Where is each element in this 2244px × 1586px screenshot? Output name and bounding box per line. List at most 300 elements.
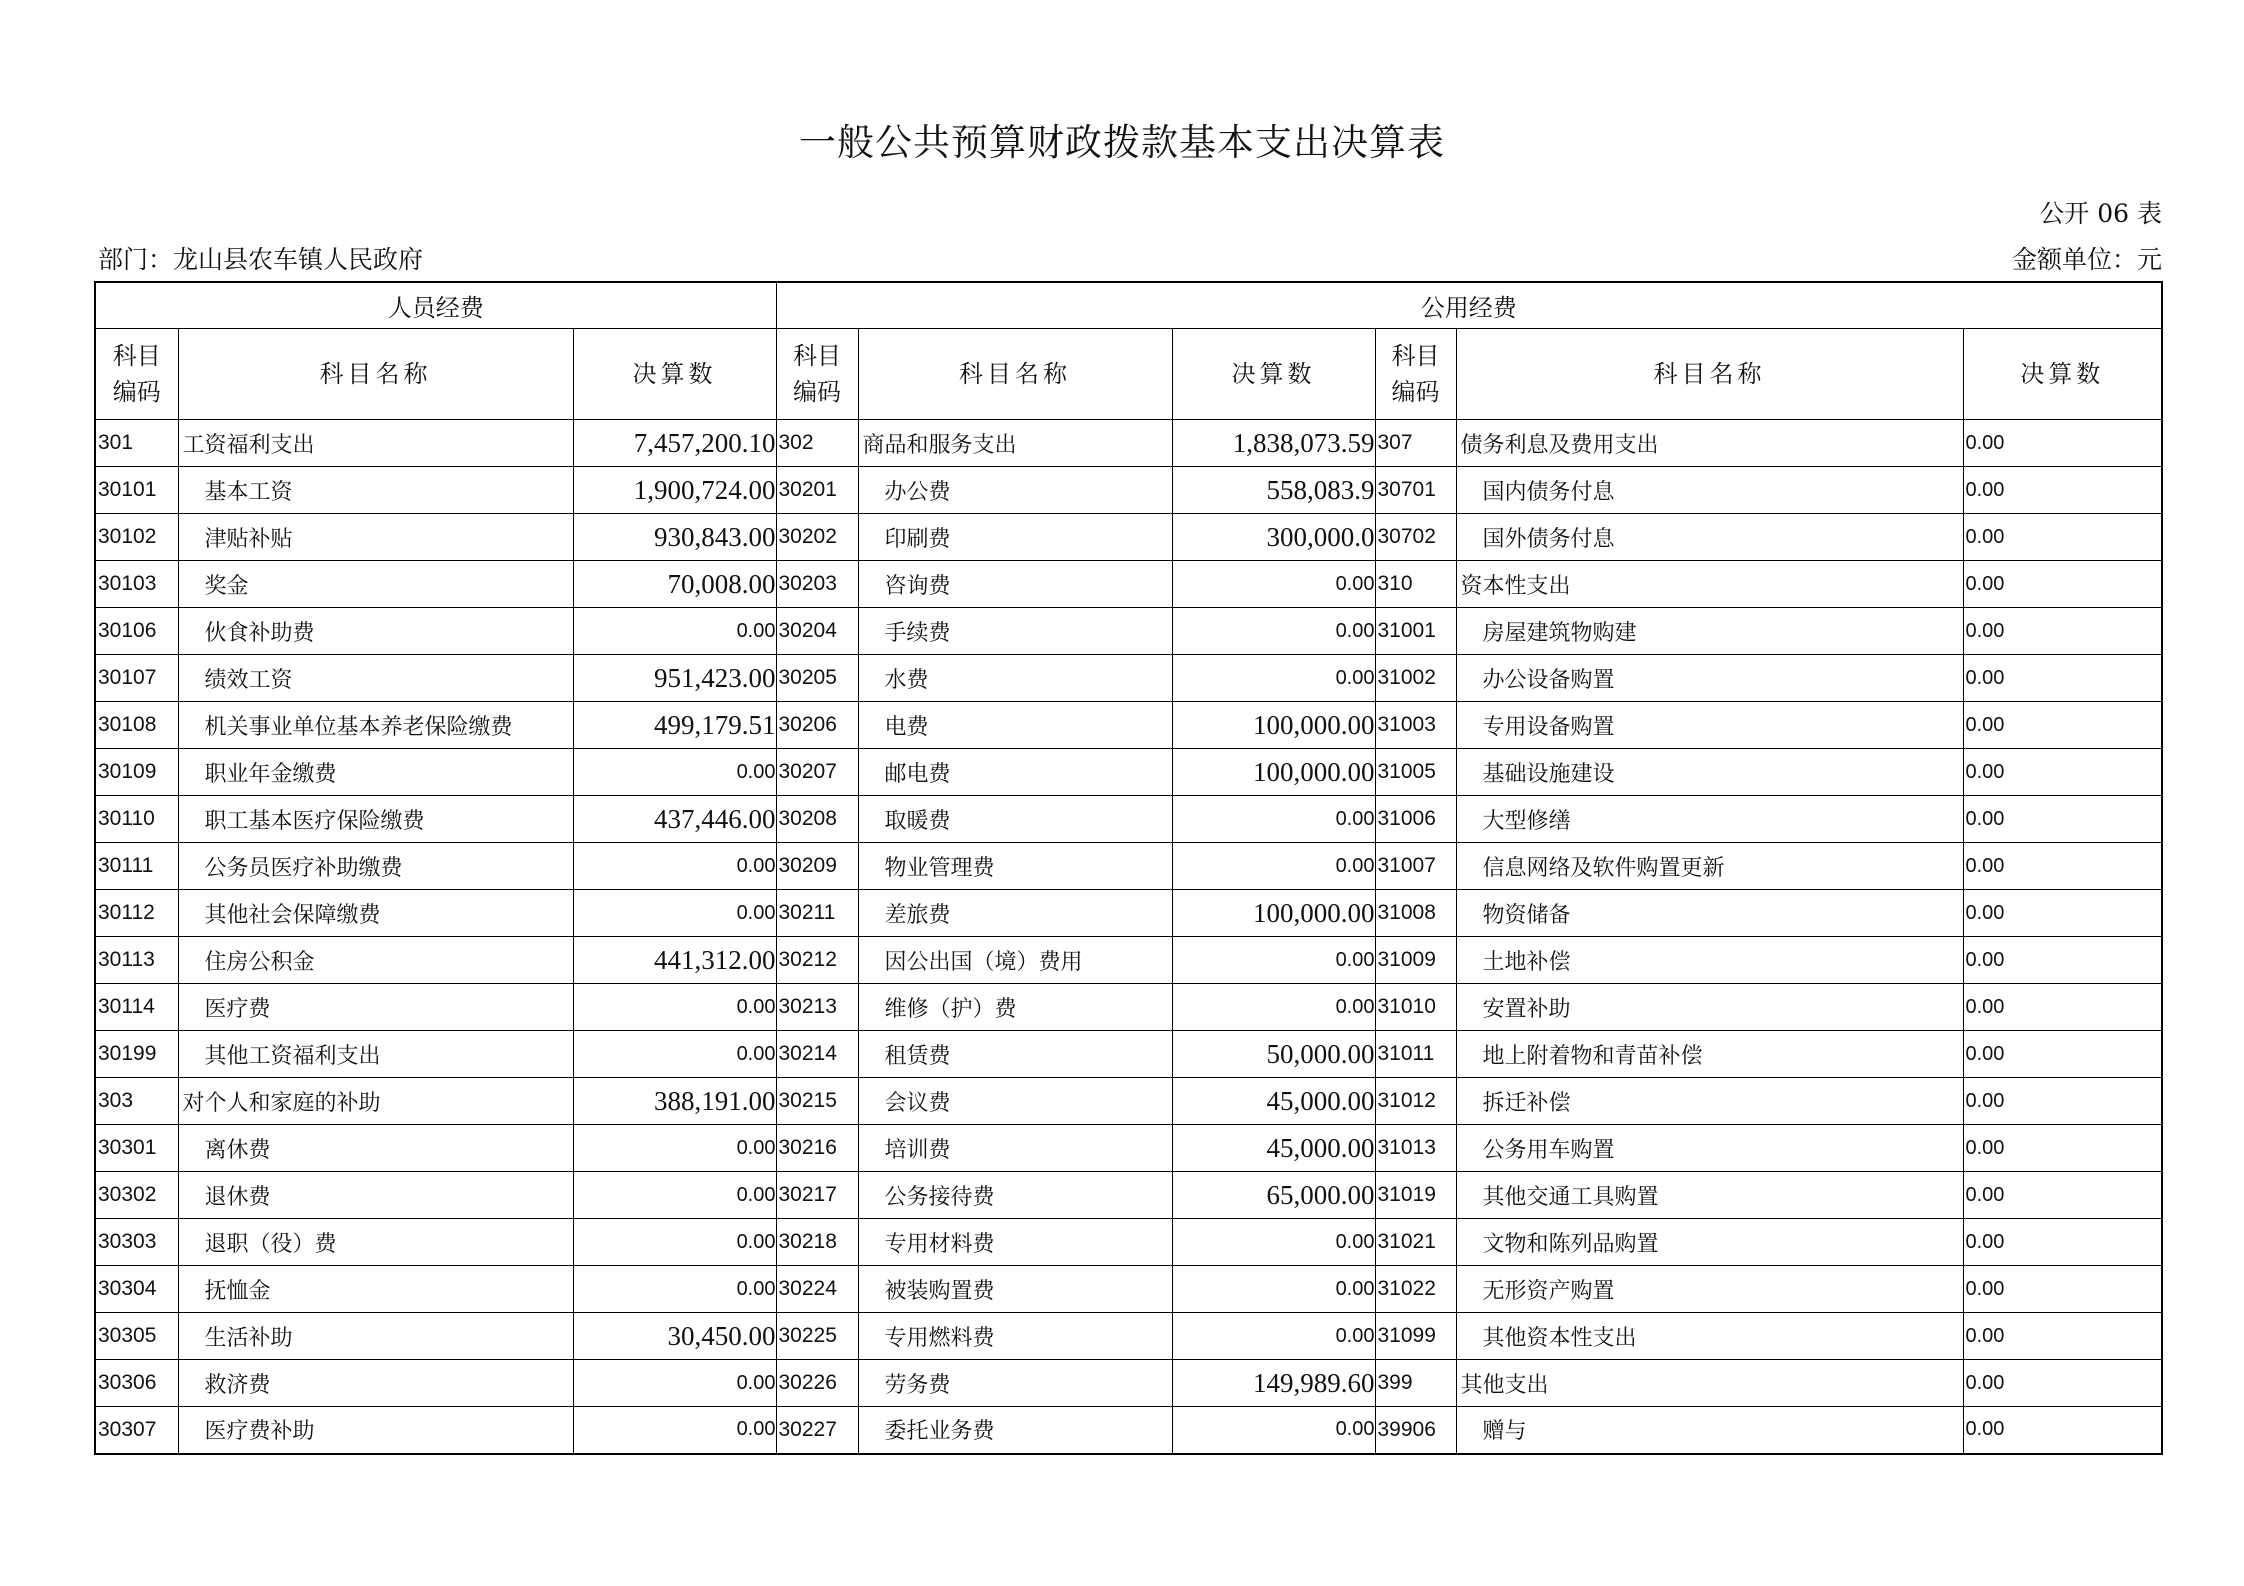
amount-cell-text: 0.00 — [1335, 572, 1375, 595]
amount-cell-text: 0.00 — [736, 619, 776, 642]
name-cell-text: 专用材料费 — [884, 1231, 995, 1257]
header-code: 科目 编码 — [1375, 329, 1456, 420]
amount-cell — [1172, 890, 1375, 937]
amount-cell-text: 0.00 — [1965, 901, 2005, 924]
name-cell-text: 土地补偿 — [1482, 949, 1571, 975]
amount-cell — [573, 1313, 776, 1360]
code-cell-text: 30212 — [778, 948, 837, 971]
name-cell — [178, 561, 573, 608]
code-cell-text: 31007 — [1377, 854, 1436, 877]
amount-cell — [1963, 514, 2162, 561]
code-cell-text: 31010 — [1377, 995, 1436, 1018]
amount-cell-text: 0.00 — [736, 760, 776, 783]
amount-cell-text: 0.00 — [1965, 1371, 2005, 1394]
name-cell-text: 国外债务付息 — [1482, 526, 1615, 552]
code-cell — [95, 1360, 178, 1407]
name-cell — [178, 655, 573, 702]
amount-cell — [1172, 1172, 1375, 1219]
amount-cell — [1963, 1125, 2162, 1172]
code-cell — [776, 749, 858, 796]
name-cell-text: 职工基本医疗保险缴费 — [204, 808, 425, 834]
code-cell-text: 30305 — [98, 1324, 157, 1347]
name-cell-text: 公务员医疗补助缴费 — [204, 855, 403, 881]
header-name: 科目名称 — [1456, 329, 1963, 420]
code-cell-text: 31003 — [1377, 713, 1436, 736]
name-cell-text: 差旅费 — [884, 902, 951, 928]
code-cell-text: 303 — [98, 1089, 134, 1112]
table-row — [95, 843, 2162, 890]
code-cell — [95, 796, 178, 843]
amount-cell — [573, 1078, 776, 1125]
amount-cell — [1963, 1266, 2162, 1313]
table-row — [95, 1313, 2162, 1360]
amount-cell — [1963, 1031, 2162, 1078]
code-cell — [776, 514, 858, 561]
name-cell — [858, 749, 1172, 796]
amount-cell-text: 0.00 — [1335, 948, 1375, 971]
name-cell — [1456, 937, 1963, 984]
amount-cell-text: 100,000.00 — [1253, 756, 1375, 787]
code-cell — [776, 702, 858, 749]
code-cell-text: 31011 — [1377, 1042, 1435, 1065]
amount-cell — [1172, 1313, 1375, 1360]
code-cell — [95, 937, 178, 984]
table-row — [95, 1031, 2162, 1078]
code-cell — [95, 514, 178, 561]
amount-cell — [1172, 937, 1375, 984]
code-cell — [776, 420, 858, 467]
code-cell — [776, 890, 858, 937]
amount-cell-text: 70,008.00 — [667, 568, 776, 599]
amount-cell — [1963, 984, 2162, 1031]
amount-cell — [1172, 467, 1375, 514]
code-cell — [776, 843, 858, 890]
code-cell-text: 30112 — [98, 901, 155, 924]
code-cell-text: 30202 — [778, 525, 837, 548]
group-header-public: 公用经费 — [776, 282, 2162, 329]
name-cell-text: 职业年金缴费 — [204, 761, 337, 787]
code-cell — [95, 1031, 178, 1078]
amount-cell — [1963, 937, 2162, 984]
name-cell — [858, 843, 1172, 890]
amount-cell — [573, 1360, 776, 1407]
amount-cell-text: 0.00 — [736, 1183, 776, 1206]
name-cell — [1456, 467, 1963, 514]
header-amount: 决算数 — [1963, 329, 2162, 420]
name-cell-text: 拆迁补偿 — [1482, 1090, 1571, 1116]
table-row — [95, 1360, 2162, 1407]
name-cell-text: 咨询费 — [884, 573, 951, 599]
name-cell-text: 退休费 — [204, 1184, 271, 1210]
name-cell-text: 无形资产购置 — [1482, 1278, 1615, 1304]
name-cell-text: 印刷费 — [884, 526, 951, 552]
code-cell-text: 30108 — [98, 713, 157, 736]
name-cell — [858, 1031, 1172, 1078]
code-cell-text: 399 — [1377, 1371, 1413, 1394]
amount-cell — [1172, 1360, 1375, 1407]
code-cell-text: 30226 — [778, 1371, 837, 1394]
code-cell-text: 31009 — [1377, 948, 1436, 971]
code-cell-text: 31013 — [1377, 1136, 1436, 1159]
code-cell — [776, 1031, 858, 1078]
code-cell-text: 30302 — [98, 1183, 157, 1206]
code-cell-text: 30301 — [98, 1136, 157, 1159]
amount-cell-text: 0.00 — [1965, 619, 2005, 642]
name-cell — [178, 1407, 573, 1454]
code-cell-text: 30213 — [778, 995, 837, 1018]
department-label: 部门：龙山县农车镇人民政府 — [98, 245, 424, 274]
code-cell-text: 30306 — [98, 1371, 157, 1394]
name-cell — [178, 1313, 573, 1360]
amount-cell-text: 45,000.00 — [1266, 1085, 1375, 1116]
code-cell-text: 31001 — [1377, 619, 1436, 642]
name-cell-text: 其他支出 — [1460, 1372, 1549, 1398]
name-cell — [1456, 749, 1963, 796]
code-cell — [95, 655, 178, 702]
header-amount: 决算数 — [573, 329, 776, 420]
amount-cell-text: 0.00 — [736, 854, 776, 877]
amount-cell — [1963, 749, 2162, 796]
code-cell-text: 307 — [1377, 431, 1413, 454]
amount-cell — [1172, 514, 1375, 561]
amount-cell — [573, 655, 776, 702]
name-cell — [1456, 514, 1963, 561]
name-cell — [1456, 1172, 1963, 1219]
name-cell-text: 抚恤金 — [204, 1278, 271, 1304]
amount-cell — [1963, 796, 2162, 843]
code-cell-text: 30113 — [98, 948, 155, 971]
amount-cell — [1172, 749, 1375, 796]
name-cell — [858, 1078, 1172, 1125]
name-cell — [178, 1031, 573, 1078]
name-cell — [858, 796, 1172, 843]
amount-cell-text: 388,191.00 — [654, 1085, 776, 1116]
name-cell — [178, 890, 573, 937]
table-row — [95, 420, 2162, 467]
name-cell — [1456, 420, 1963, 467]
code-cell — [1375, 1266, 1456, 1313]
name-cell-text: 电费 — [884, 714, 929, 740]
name-cell-text: 水费 — [884, 667, 929, 693]
amount-cell-text: 0.00 — [1965, 525, 2005, 548]
code-cell — [1375, 937, 1456, 984]
table-row — [95, 749, 2162, 796]
code-cell — [776, 1172, 858, 1219]
code-cell-text: 30206 — [778, 713, 837, 736]
code-cell — [1375, 702, 1456, 749]
code-cell — [95, 467, 178, 514]
amount-cell-text: 0.00 — [736, 1042, 776, 1065]
amount-cell-text: 0.00 — [1335, 1324, 1375, 1347]
code-cell — [1375, 514, 1456, 561]
code-cell — [95, 749, 178, 796]
name-cell — [178, 937, 573, 984]
code-cell-text: 31012 — [1377, 1089, 1436, 1112]
code-cell — [1375, 1407, 1456, 1454]
code-cell-text: 30303 — [98, 1230, 157, 1253]
code-cell — [1375, 608, 1456, 655]
amount-cell-text: 0.00 — [1965, 431, 2005, 454]
name-cell-text: 医疗费补助 — [204, 1419, 315, 1445]
amount-cell-text: 0.00 — [1965, 1183, 2005, 1206]
amount-cell-text: 0.00 — [1965, 760, 2005, 783]
amount-cell-text: 0.00 — [736, 1277, 776, 1300]
code-cell-text: 39906 — [1377, 1417, 1436, 1441]
amount-unit-label: 金额单位：元 — [2011, 245, 2162, 274]
code-cell-text: 30307 — [98, 1417, 157, 1441]
amount-cell — [1963, 467, 2162, 514]
code-cell — [95, 1219, 178, 1266]
table-row — [95, 1266, 2162, 1313]
amount-cell-text: 0.00 — [1965, 713, 2005, 736]
name-cell-text: 机关事业单位基本养老保险缴费 — [204, 714, 513, 740]
name-cell — [178, 1219, 573, 1266]
amount-cell-text: 441,312.00 — [654, 944, 776, 975]
name-cell — [178, 796, 573, 843]
code-cell-text: 30114 — [98, 995, 155, 1018]
table-row — [95, 1172, 2162, 1219]
amount-cell-text: 0.00 — [1335, 854, 1375, 877]
name-cell — [1456, 1078, 1963, 1125]
name-cell-text: 被装购置费 — [884, 1278, 995, 1304]
code-cell — [1375, 984, 1456, 1031]
code-cell-text: 30209 — [778, 854, 837, 877]
name-cell-text: 专用燃料费 — [884, 1325, 995, 1351]
amount-cell-text: 300,000.0 — [1266, 521, 1375, 552]
amount-cell — [1172, 1266, 1375, 1313]
name-cell — [178, 1360, 573, 1407]
code-cell-text: 30224 — [778, 1277, 837, 1300]
name-cell — [1456, 1266, 1963, 1313]
header-code: 科目 编码 — [776, 329, 858, 420]
name-cell — [1456, 843, 1963, 890]
amount-cell — [1172, 1407, 1375, 1454]
code-cell — [1375, 1219, 1456, 1266]
code-cell-text: 310 — [1377, 572, 1413, 595]
name-cell-text: 其他交通工具购置 — [1482, 1184, 1659, 1210]
name-cell-text: 商品和服务支出 — [862, 432, 1017, 458]
name-cell — [858, 655, 1172, 702]
name-cell-text: 对个人和家庭的补助 — [182, 1090, 381, 1116]
code-cell-text: 30304 — [98, 1277, 157, 1300]
code-cell-text: 30106 — [98, 619, 157, 642]
name-cell — [178, 1078, 573, 1125]
name-cell — [1456, 702, 1963, 749]
amount-cell-text: 0.00 — [736, 1136, 776, 1159]
name-cell-text: 医疗费 — [204, 996, 271, 1022]
amount-cell-text: 65,000.00 — [1266, 1179, 1375, 1210]
name-cell-text: 住房公积金 — [204, 949, 315, 975]
amount-cell — [1172, 702, 1375, 749]
name-cell-text: 办公费 — [884, 479, 951, 505]
name-cell — [178, 1172, 573, 1219]
amount-cell — [573, 1125, 776, 1172]
amount-cell-text: 0.00 — [1965, 1042, 2005, 1065]
name-cell-text: 退职（役）费 — [204, 1231, 337, 1257]
code-cell — [776, 1313, 858, 1360]
code-cell — [776, 1078, 858, 1125]
name-cell-text: 债务利息及费用支出 — [1460, 432, 1659, 458]
name-cell — [178, 514, 573, 561]
code-cell — [776, 467, 858, 514]
name-cell — [858, 514, 1172, 561]
table-row — [95, 984, 2162, 1031]
name-cell-text: 维修（护）费 — [884, 996, 1017, 1022]
name-cell — [858, 1219, 1172, 1266]
amount-cell-text: 0.00 — [736, 1371, 776, 1394]
code-cell — [1375, 420, 1456, 467]
name-cell-text: 其他工资福利支出 — [204, 1043, 381, 1069]
amount-cell-text: 100,000.00 — [1253, 709, 1375, 740]
name-cell-text: 津贴补贴 — [204, 526, 293, 552]
code-cell-text: 31099 — [1377, 1324, 1436, 1347]
code-cell — [1375, 1360, 1456, 1407]
name-cell — [178, 984, 573, 1031]
name-cell — [858, 1407, 1172, 1454]
amount-cell-text: 0.00 — [1335, 1230, 1375, 1253]
code-cell-text: 30107 — [98, 666, 157, 689]
table-row — [95, 561, 2162, 608]
name-cell-text: 地上附着物和青苗补偿 — [1482, 1043, 1703, 1069]
header-amount: 决算数 — [1172, 329, 1375, 420]
code-cell — [95, 984, 178, 1031]
amount-cell — [1172, 608, 1375, 655]
amount-cell-text: 0.00 — [1965, 807, 2005, 830]
name-cell — [858, 420, 1172, 467]
name-cell-text: 委托业务费 — [884, 1419, 995, 1445]
name-cell-text: 生活补助 — [204, 1325, 293, 1351]
amount-cell — [1963, 1360, 2162, 1407]
amount-cell-text: 951,423.00 — [654, 662, 776, 693]
name-cell-text: 赠与 — [1482, 1419, 1527, 1445]
amount-cell — [1172, 655, 1375, 702]
amount-cell-text: 100,000.00 — [1253, 897, 1375, 928]
amount-cell-text: 45,000.00 — [1266, 1132, 1375, 1163]
name-cell — [858, 467, 1172, 514]
amount-cell-text: 0.00 — [1965, 1277, 2005, 1300]
form-number: 公开 06 表 — [2039, 199, 2162, 228]
code-cell — [95, 1266, 178, 1313]
amount-cell-text: 30,450.00 — [667, 1320, 776, 1351]
amount-cell — [1963, 1172, 2162, 1219]
code-cell — [95, 420, 178, 467]
name-cell-text: 手续费 — [884, 620, 951, 646]
amount-cell — [573, 937, 776, 984]
amount-cell-text: 1,838,073.59 — [1232, 427, 1375, 458]
code-cell-text: 31021 — [1377, 1230, 1436, 1253]
table-row — [95, 655, 2162, 702]
name-cell-text: 文物和陈列品购置 — [1482, 1231, 1659, 1257]
name-cell — [858, 890, 1172, 937]
table-row — [95, 608, 2162, 655]
header-code: 科目 编码 — [95, 329, 178, 420]
name-cell-text: 物资储备 — [1482, 902, 1571, 928]
name-cell — [858, 984, 1172, 1031]
code-cell — [1375, 749, 1456, 796]
code-cell — [776, 1219, 858, 1266]
code-cell-text: 30227 — [778, 1417, 837, 1441]
amount-cell — [1172, 1031, 1375, 1078]
amount-cell — [573, 843, 776, 890]
name-cell-text: 因公出国（境）费用 — [884, 949, 1083, 975]
name-cell-text: 取暖费 — [884, 808, 951, 834]
amount-cell-text: 930,843.00 — [654, 521, 776, 552]
name-cell — [1456, 1031, 1963, 1078]
table-row — [95, 796, 2162, 843]
code-cell — [1375, 1078, 1456, 1125]
name-cell-text: 租赁费 — [884, 1043, 951, 1069]
code-cell — [1375, 843, 1456, 890]
code-cell-text: 30208 — [778, 807, 837, 830]
amount-cell-text: 0.00 — [1965, 1324, 2005, 1347]
amount-cell — [573, 1219, 776, 1266]
amount-cell — [1963, 655, 2162, 702]
amount-cell-text: 50,000.00 — [1266, 1038, 1375, 1069]
code-cell-text: 30201 — [778, 478, 837, 501]
table-row — [95, 467, 2162, 514]
amount-cell — [1963, 1078, 2162, 1125]
code-cell-text: 30702 — [1377, 525, 1436, 548]
amount-cell — [573, 749, 776, 796]
amount-cell — [573, 467, 776, 514]
amount-cell — [1172, 984, 1375, 1031]
name-cell — [858, 1266, 1172, 1313]
code-cell-text: 31005 — [1377, 760, 1436, 783]
code-cell-text: 30701 — [1377, 478, 1436, 501]
code-cell — [1375, 890, 1456, 937]
name-cell-text: 专用设备购置 — [1482, 714, 1615, 740]
table-row — [95, 1125, 2162, 1172]
code-cell-text: 30214 — [778, 1042, 837, 1065]
name-cell — [858, 937, 1172, 984]
name-cell — [858, 608, 1172, 655]
amount-cell-text: 1,900,724.00 — [633, 474, 776, 505]
amount-cell-text: 0.00 — [1335, 807, 1375, 830]
name-cell-text: 房屋建筑物购建 — [1482, 620, 1637, 646]
amount-cell-text: 0.00 — [1965, 1136, 2005, 1159]
group-header-personnel: 人员经费 — [95, 282, 776, 329]
name-cell — [178, 1125, 573, 1172]
code-cell — [776, 1407, 858, 1454]
code-cell-text: 31019 — [1377, 1183, 1436, 1206]
amount-cell — [573, 984, 776, 1031]
amount-cell-text: 0.00 — [1335, 1418, 1375, 1441]
code-cell — [776, 1266, 858, 1313]
expenditure-table — [94, 281, 2163, 1455]
code-cell-text: 30111 — [98, 854, 154, 877]
name-cell — [178, 1266, 573, 1313]
amount-cell-text: 499,179.51 — [654, 709, 776, 740]
name-cell-text: 伙食补助费 — [204, 620, 315, 646]
amount-cell — [573, 608, 776, 655]
code-cell-text: 301 — [98, 431, 134, 454]
code-cell-text: 30203 — [778, 572, 837, 595]
name-cell-text: 物业管理费 — [884, 855, 995, 881]
code-cell — [776, 1125, 858, 1172]
amount-cell — [1172, 420, 1375, 467]
name-cell-text: 培训费 — [884, 1137, 951, 1163]
amount-cell-text: 558,083.9 — [1266, 474, 1375, 505]
code-cell — [95, 1313, 178, 1360]
table-row — [95, 1407, 2162, 1454]
amount-cell — [1172, 1125, 1375, 1172]
code-cell-text: 30225 — [778, 1324, 837, 1347]
name-cell — [1456, 655, 1963, 702]
code-cell-text: 30207 — [778, 760, 837, 783]
code-cell-text: 30109 — [98, 760, 157, 783]
amount-cell — [1172, 1219, 1375, 1266]
page-title: 一般公共预算财政拨款基本支出决算表 — [799, 121, 1445, 164]
